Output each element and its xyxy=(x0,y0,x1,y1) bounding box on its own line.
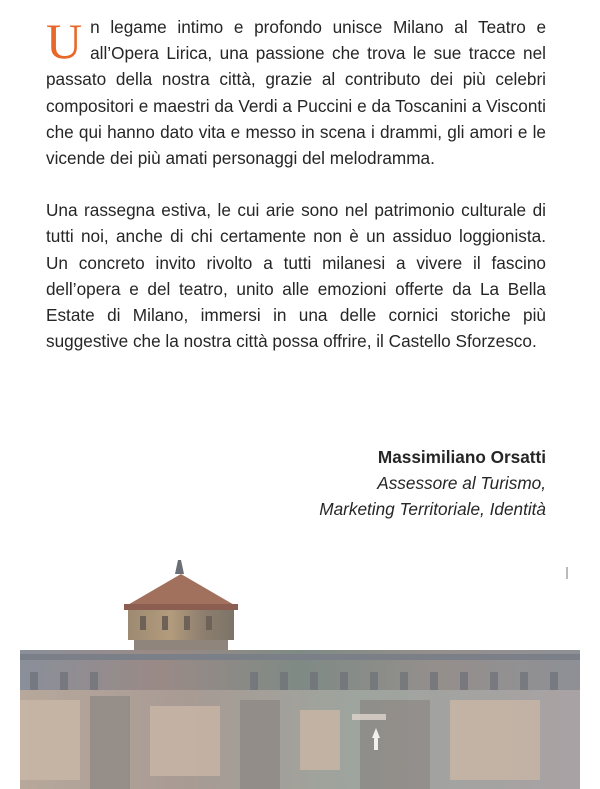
bench-shape xyxy=(352,714,386,720)
castle-illustration xyxy=(0,550,600,789)
tower-roof xyxy=(126,574,236,606)
tower-roof-eave xyxy=(124,604,238,610)
paragraph-2: Una rassegna estiva, le cui arie sono nel patrimonio culturale di tutti noi, anche di chi certamente non è un assiduo loggionista. Un concreto invito rivolto a tutti milanesi a vivere il fascino dell’opera e del teatro, unito alle emozioni offerte da La Bella Estate di Milano, immersi in una delle cornici storiche più suggestive che la nostra città possa offrire, il Castello Sforzesco. xyxy=(46,200,546,352)
paragraph-1 xyxy=(46,14,546,171)
signature-role-line-1: Assessore al Turismo, xyxy=(377,473,546,493)
paragraph-1-text: n legame intimo e profondo unisce Milano al Teatro e all’Opera Lirica, una passione che trova le sue tracce nel passato della nostra città, grazie al contributo dei più celebri compositori e maestri da Verdi a Puccini e da Toscanini a Visconti che qui hanno dato vita e messo in scena i drammi, gli amori e le vicende dei più amati personaggi del melodramma. xyxy=(46,17,546,169)
intro-text xyxy=(46,14,546,354)
drop-cap: U xyxy=(46,13,83,69)
signature-name: Massimiliano Orsatti xyxy=(377,447,546,467)
tower-spire xyxy=(175,560,184,574)
signature-role-line-2: Marketing Territoriale, Identità xyxy=(319,499,546,519)
signature-block xyxy=(319,444,546,522)
wall-battlements xyxy=(20,654,580,660)
